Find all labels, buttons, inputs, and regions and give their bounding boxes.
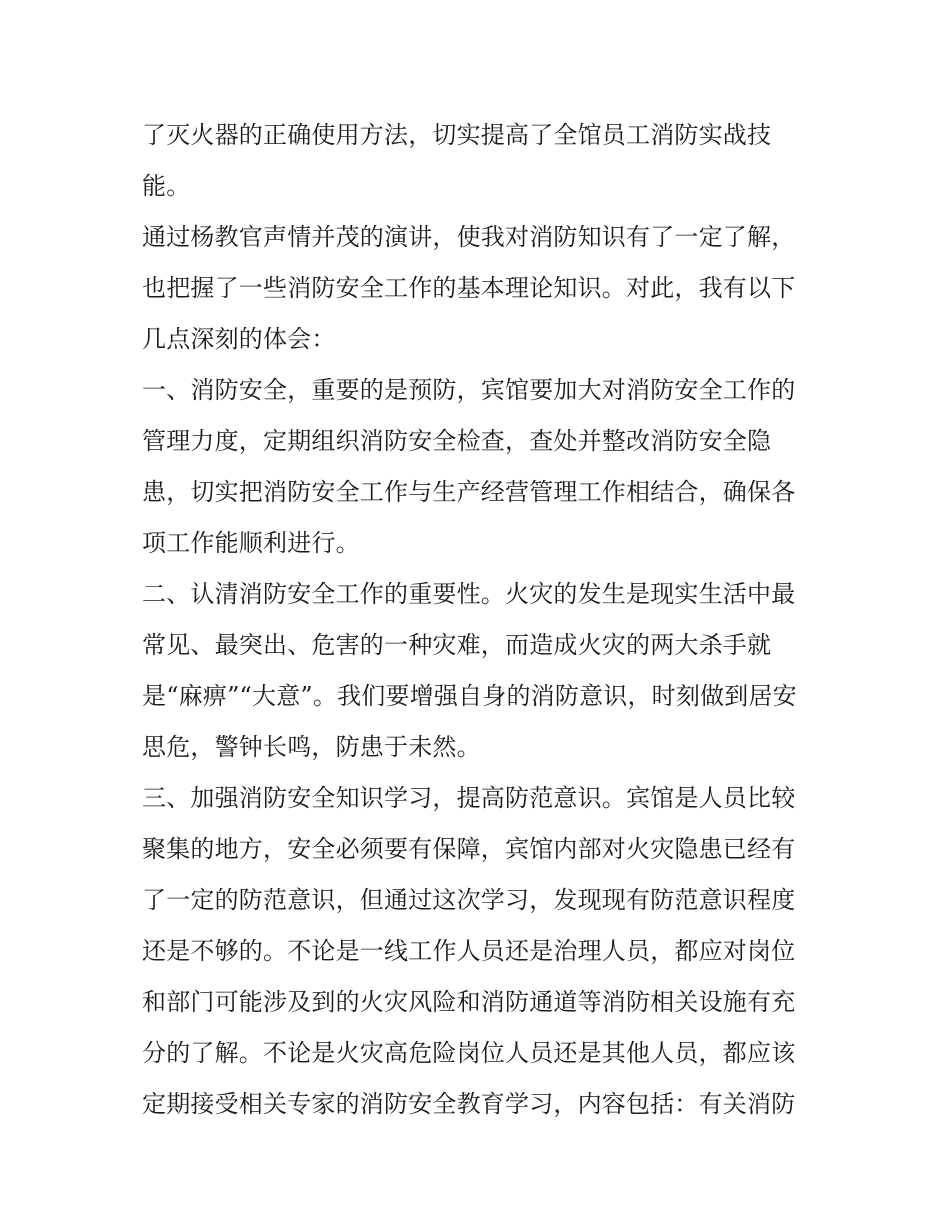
text-line-10: 二、认清消防安全工作的重要性。火灾的发生是现实生活中最 <box>142 580 796 608</box>
text-line-7: 管理力度，定期组织消防安全检查，查处并整改消防安全隐 <box>142 427 772 455</box>
text-line-4: 也把握了一些消防安全工作的基本理论知识。对此，我有以下 <box>142 274 796 302</box>
document-body <box>142 110 822 1130</box>
text-line-13: 思危，警钟长鸣，防患于未然。 <box>142 733 481 761</box>
text-line-15: 聚集的地方，安全必须要有保障，宾馆内部对火灾隐患已经有 <box>142 835 796 863</box>
text-line-3: 通过杨教官声情并茂的演讲，使我对消防知识有了一定了解， <box>142 223 796 251</box>
text-line-18: 和部门可能涉及到的火灾风险和消防通道等消防相关设施有充 <box>142 988 796 1016</box>
text-line-12: 是“麻痹”“大意”。我们要增强自身的消防意识，时刻做到居安 <box>142 682 797 710</box>
text-line-16: 了一定的防范意识，但通过这次学习，发现现有防范意识程度 <box>142 886 796 914</box>
text-line-20: 定期接受相关专家的消防安全教育学习，内容包括：有关消防 <box>142 1090 796 1118</box>
text-line-6: 一、消防安全，重要的是预防，宾馆要加大对消防安全工作的 <box>142 376 796 404</box>
text-line-5: 几点深刻的体会： <box>142 325 336 353</box>
text-line-11: 常见、最突出、危害的一种灾难，而造成火灾的两大杀手就 <box>142 631 772 659</box>
text-line-9: 项工作能顺利进行。 <box>142 529 360 557</box>
text-line-1: 了灭火器的正确使用方法，切实提高了全馆员工消防实战技 <box>142 121 772 149</box>
text-line-17: 还是不够的。不论是一线工作人员还是治理人员，都应对岗位 <box>142 937 796 965</box>
text-line-14: 三、加强消防安全知识学习，提高防范意识。宾馆是人员比较 <box>142 784 796 812</box>
text-line-19: 分的了解。不论是火灾高危险岗位人员还是其他人员，都应该 <box>142 1039 796 1067</box>
text-line-8: 患，切实把消防安全工作与生产经营管理工作相结合，确保各 <box>142 478 796 506</box>
text-line-2: 能。 <box>142 172 191 200</box>
